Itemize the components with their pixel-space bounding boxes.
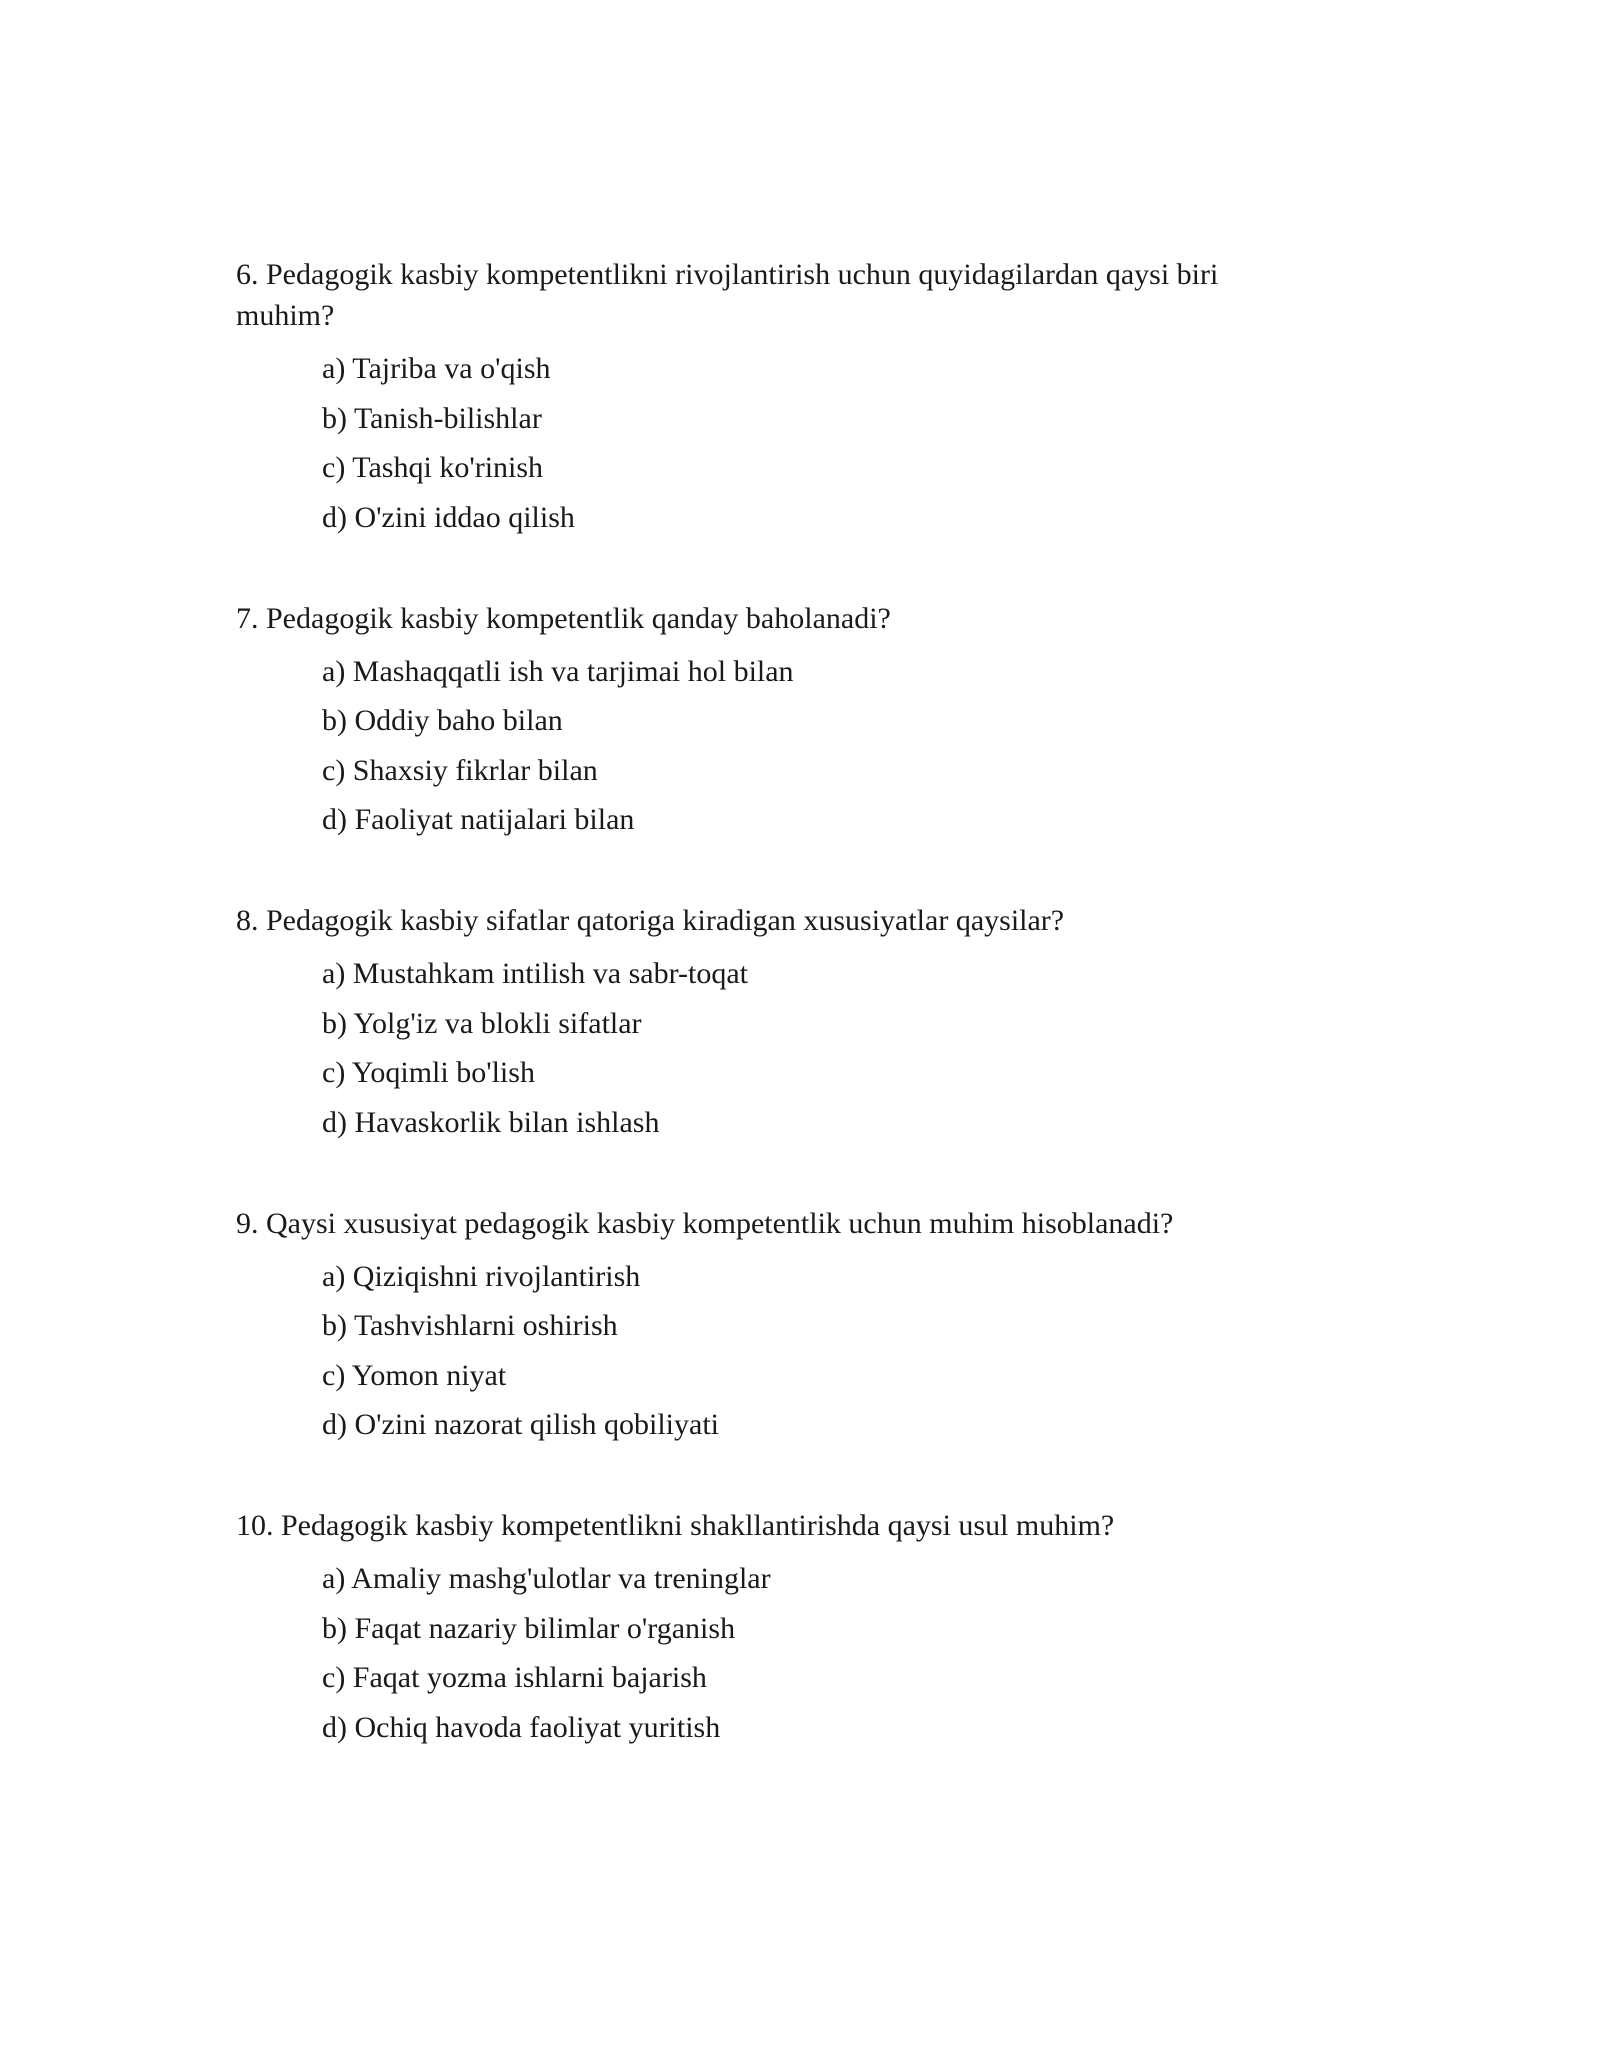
- option-a: a) Mashaqqatli ish va tarjimai hol bilan: [322, 654, 794, 688]
- option-c: c) Yoqimli bo'lish: [322, 1056, 535, 1089]
- option-b: b) Yolg'iz va blokli sifatlar: [322, 1006, 642, 1040]
- option-d: d) O'zini nazorat qilish qobiliyati: [322, 1408, 719, 1441]
- option-b: b) Tanish-bilishlar: [322, 401, 542, 435]
- question-text: 7. Pedagogik kasbiy kompetentlik qanday baholanadi?: [236, 601, 891, 635]
- option-b: b) Oddiy baho bilan: [322, 704, 563, 737]
- option-c: c) Shaxsiy fikrlar bilan: [322, 753, 598, 787]
- question-7: [236, 598, 1336, 838]
- option-d: d) O'zini iddao qilish: [322, 500, 575, 534]
- option-c: c) Yomon niyat: [322, 1358, 507, 1392]
- option-a: a) Amaliy mashg'ulotlar va treninglar: [322, 1562, 771, 1595]
- option-a: a) Qiziqishni rivojlantirish: [322, 1259, 641, 1293]
- option-a: a) Tajriba va o'qish: [322, 352, 551, 385]
- quiz-content: [236, 254, 1336, 1808]
- option-b: b) Faqat nazariy bilimlar o'rganish: [322, 1611, 736, 1645]
- option-list: [236, 1259, 1336, 1443]
- question-10: [236, 1505, 1336, 1745]
- option-d: d) Havaskorlik bilan ishlash: [322, 1105, 660, 1139]
- question-6: [236, 254, 1336, 535]
- option-list: [236, 1561, 1336, 1745]
- question-text: 10. Pedagogik kasbiy kompetentlikni shakllantirishda qaysi usul muhim?: [236, 1509, 1115, 1542]
- option-list: [236, 956, 1336, 1140]
- option-c: c) Faqat yozma ishlarni bajarish: [322, 1661, 707, 1694]
- option-list: [236, 654, 1336, 838]
- option-c: c) Tashqi ko'rinish: [322, 451, 544, 484]
- question-text: 8. Pedagogik kasbiy sifatlar qatoriga kiradigan xususiyatlar qaysilar?: [236, 904, 1065, 937]
- question-9: [236, 1203, 1336, 1443]
- option-b: b) Tashvishlarni oshirish: [322, 1309, 618, 1342]
- question-8: [236, 900, 1336, 1140]
- option-list: [236, 351, 1336, 535]
- question-text: 6. Pedagogik kasbiy kompetentlikni rivojlantirish uchun quyidagilardan qaysi biri muhim?: [236, 258, 1219, 332]
- question-text: 9. Qaysi xususiyat pedagogik kasbiy kompetentlik uchun muhim hisoblanadi?: [236, 1206, 1174, 1240]
- option-d: d) Ochiq havoda faoliyat yuritish: [322, 1710, 721, 1744]
- option-d: d) Faoliyat natijalari bilan: [322, 803, 635, 836]
- option-a: a) Mustahkam intilish va sabr-toqat: [322, 957, 748, 990]
